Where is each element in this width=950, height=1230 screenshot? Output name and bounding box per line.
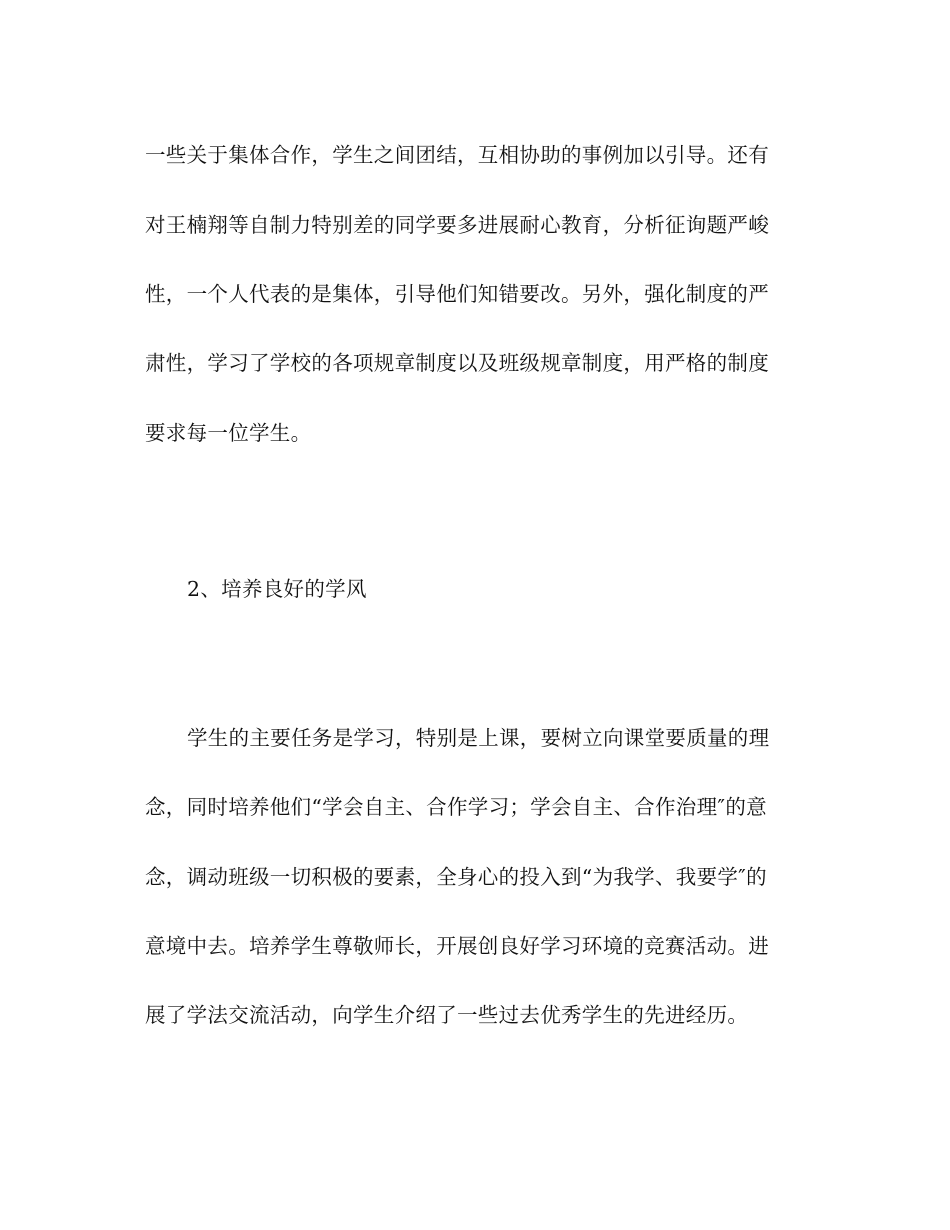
paragraph-line: 学生的主要任务是学习，特别是上课，要树立向课堂要质量的理 xyxy=(187,726,770,750)
paragraph-line: 意境中去。培养学生尊敬师长，开展创良好学习环境的竞赛活动。进 xyxy=(145,934,769,958)
paragraph-line: 要求每一位学生。 xyxy=(145,421,312,445)
paragraph-line: 性，一个人代表的是集体，引导他们知错要改。另外，强化制度的严 xyxy=(145,282,769,306)
paragraph-line: 念，调动班级一切积极的要素，全身心的投入到“为我学、我要学″的 xyxy=(145,865,767,889)
paragraph-line: 对王楠翔等自制力特别差的同学要多进展耐心教育，分析征询题严峻 xyxy=(145,213,769,237)
paragraph-line: 肃性，学习了学校的各项规章制度以及班级规章制度，用严格的制度 xyxy=(145,351,769,375)
section-heading: 2、培养良好的学风 xyxy=(187,577,367,601)
paragraph-line: 念，同时培养他们“学会自主、合作学习；学会自主、合作治理″的意 xyxy=(145,795,767,819)
paragraph-line: 展了学法交流活动，向学生介绍了一些过去优秀学生的先进经历。 xyxy=(145,1003,749,1027)
paragraph-line: 一些关于集体合作，学生之间团结，互相协助的事例加以引导。还有 xyxy=(145,143,769,167)
